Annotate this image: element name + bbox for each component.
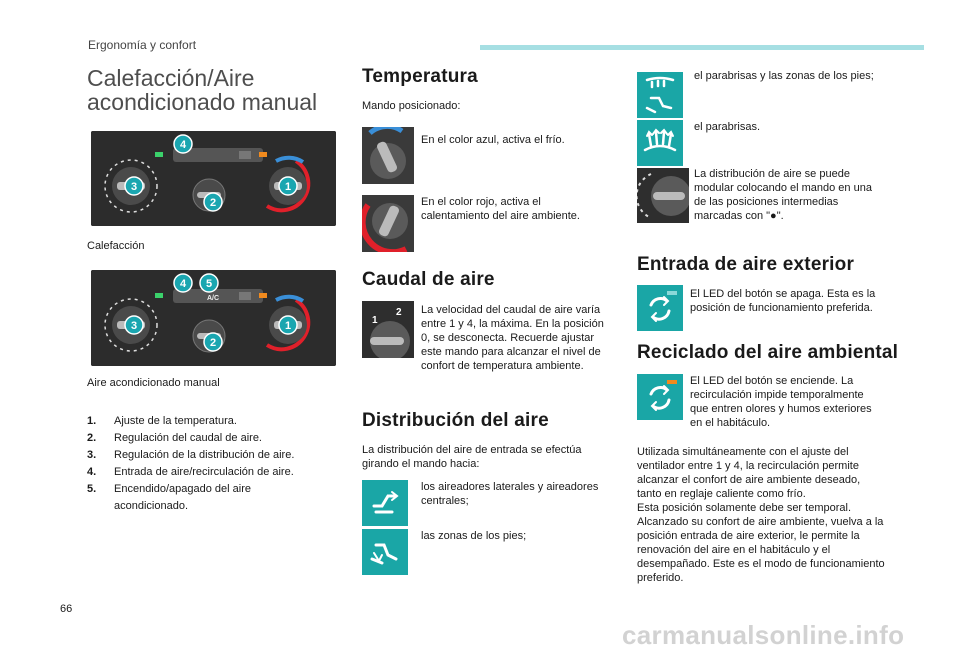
- watermark: carmanualsonline.info: [622, 620, 905, 649]
- exterior-air-text: El LED del botón se apaga. Esta es la posición de funcionamiento preferida.: [690, 288, 876, 314]
- temperature-red-knob-image: [362, 195, 414, 252]
- legend-text: Regulación de la distribución de aire.: [114, 449, 295, 461]
- distribution-vents-text: los aireadores laterales y aireadores centrales;: [421, 481, 599, 507]
- airflow-text: La velocidad del caudal de aire varía entre 1 y 4, la máxima. En la posición 0, se desconecta. Recuerde ajustar este mando para alcanzar el nivel de confort de temperatura ambiente.: [421, 304, 604, 372]
- legend-text: Ajuste de la temperatura.: [114, 415, 237, 427]
- distribution-knob-image: [637, 168, 689, 223]
- callout-2: 2: [209, 337, 217, 349]
- callout-4: 4: [179, 139, 187, 151]
- callout-1: 1: [284, 320, 292, 332]
- distribution-intro: La distribución del aire de entrada se efectúa girando el mando hacia:: [362, 444, 582, 470]
- page-number: 66: [60, 603, 73, 615]
- recirculation-text: El LED del botón se enciende. La recirculación impide temporalmente que entren olores y humos exteriores en el habitáculo.: [690, 375, 872, 429]
- exterior-air-icon: [637, 285, 683, 331]
- recirculation-icon: [637, 374, 683, 420]
- ac-panel-illustration: [91, 270, 336, 366]
- callout-5: 5: [205, 278, 213, 290]
- callout-2: 2: [209, 197, 217, 209]
- legend-number: 1.: [87, 415, 97, 427]
- distribution-heading: Distribución del aire: [362, 410, 549, 431]
- legend-item: [87, 447, 347, 464]
- header-accent-bar: [480, 45, 924, 50]
- recirculation-paragraph-1: Utilizada simultáneamente con el ajuste del ventilador entre 1 y 4, la recirculación permite alcanzar el confort de aire ambiente deseado, tanto en reglaje caliente como frío.: [637, 446, 861, 500]
- legend-number: 4.: [87, 466, 97, 478]
- vents-icon: [362, 480, 408, 526]
- recirculation-heading: Reciclado del aire ambiental: [637, 342, 899, 363]
- windscreen-feet-icon: [637, 72, 683, 118]
- exterior-air-heading: Entrada de aire exterior: [637, 254, 855, 275]
- section-header: Ergonomía y confort: [88, 38, 197, 52]
- temperature-red-text: En el color rojo, activa el calentamiento del aire ambiente.: [421, 196, 580, 222]
- temperature-intro: Mando posicionado:: [362, 100, 461, 112]
- windscreen-icon: [637, 120, 683, 166]
- legend-number: 2.: [87, 432, 97, 444]
- legend-item: [87, 464, 347, 481]
- temperature-blue-text: En el color azul, activa el frío.: [421, 134, 565, 146]
- heating-caption: Calefacción: [87, 240, 145, 252]
- legend-item: [87, 430, 347, 447]
- airflow-knob-one: 1: [372, 315, 378, 326]
- legend-item: [87, 481, 347, 515]
- legend-number: 5.: [87, 483, 97, 495]
- distribution-modulate-text: La distribución de aire se puede modular colocando el mando en una de las posiciones intermedias marcadas con "●".: [694, 168, 872, 222]
- distribution-windscreen-text: el parabrisas.: [694, 121, 761, 133]
- airflow-heading: Caudal de aire: [362, 269, 495, 290]
- page-title: Calefacción/Aire acondicionado manual: [87, 65, 318, 115]
- ac-caption: Aire acondicionado manual: [87, 377, 220, 389]
- controls-legend: [87, 413, 347, 515]
- callout-3: 3: [130, 320, 138, 332]
- distribution-windscreen-feet-text: el parabrisas y las zonas de los pies;: [694, 70, 874, 82]
- feet-icon: [362, 529, 408, 575]
- callout-3: 3: [130, 181, 138, 193]
- airflow-knob-two: 2: [396, 307, 402, 318]
- ac-button-label: A/C: [206, 295, 220, 302]
- airflow-knob-image: [362, 301, 414, 358]
- recirculation-paragraph-2: Esta posición solamente debe ser temporal. Alcanzado su confort de aire ambiente, vuelva a la posición entrada de aire exterior, le permite la renovación del aire en el habitáculo y el desempañado. Este es el modo de funcionamiento preferido.: [637, 502, 885, 584]
- legend-number: 3.: [87, 449, 97, 461]
- distribution-feet-text: las zonas de los pies;: [421, 530, 527, 542]
- temperature-heading: Temperatura: [362, 66, 478, 87]
- legend-text: Regulación del caudal de aire.: [114, 432, 262, 444]
- heating-panel-illustration: [91, 131, 336, 226]
- legend-text: Encendido/apagado del aire acondicionado.: [114, 483, 252, 512]
- legend-item: [87, 413, 347, 430]
- callout-4: 4: [179, 278, 187, 290]
- callout-1: 1: [284, 181, 292, 193]
- temperature-blue-knob-image: [362, 127, 414, 184]
- legend-text: Entrada de aire/recirculación de aire.: [114, 466, 294, 478]
